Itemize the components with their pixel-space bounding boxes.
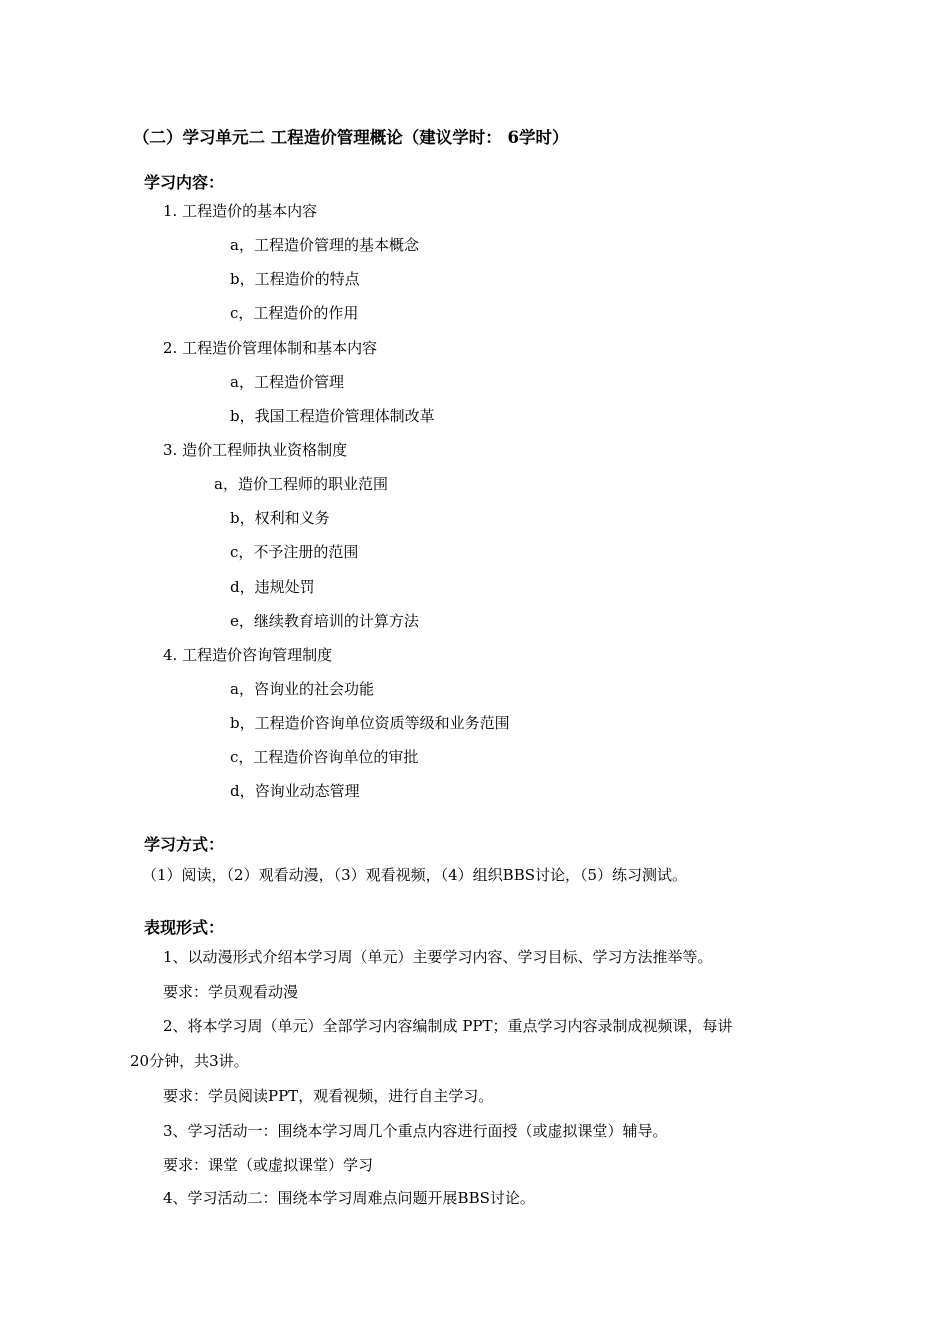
section-3-item-b: b，权利和义务 <box>230 509 330 527</box>
format-line-2: 要求：学员观看动漫 <box>163 983 299 1001</box>
unit-title: （二）学习单元二 工程造价管理概论（建议学时： 6学时） <box>133 128 569 147</box>
format-line-7: 要求：课堂（或虚拟课堂）学习 <box>163 1156 374 1174</box>
format-line-3: 2、将本学习周（单元）全部学习内容编制成 PPT；重点学习内容录制成视频课，每讲 <box>163 1017 733 1035</box>
method-heading: 学习方式： <box>144 835 225 854</box>
method-text: （1）阅读，（2）观看动漫，（3）观看视频，（4）组织BBS讨论，（5）练习测试。 <box>142 866 688 884</box>
section-1-label: 1. 工程造价的基本内容 <box>163 202 318 220</box>
format-line-1: 1、以动漫形式介绍本学习周（单元）主要学习内容、学习目标、学习方法推举等。 <box>163 948 713 966</box>
section-3-label: 3. 造价工程师执业资格制度 <box>163 441 348 459</box>
content-heading: 学习内容： <box>144 173 225 192</box>
section-4-label: 4. 工程造价咨询管理制度 <box>163 646 333 664</box>
section-4-item-c: c，工程造价咨询单位的审批 <box>230 748 419 766</box>
section-3-item-a: a，造价工程师的职业范围 <box>214 475 388 493</box>
section-4-item-b: b，工程造价咨询单位资质等级和业务范围 <box>230 714 510 732</box>
section-2-label: 2. 工程造价管理体制和基本内容 <box>163 339 378 357</box>
section-2-item-b: b，我国工程造价管理体制改革 <box>230 407 435 425</box>
section-4-item-a: a，咨询业的社会功能 <box>230 680 374 698</box>
section-2-item-a: a，工程造价管理 <box>230 373 344 391</box>
format-line-4: 20分钟，共3讲。 <box>130 1052 249 1070</box>
format-heading: 表现形式： <box>144 918 225 937</box>
section-4-item-d: d，咨询业动态管理 <box>230 782 360 800</box>
section-1-item-b: b，工程造价的特点 <box>230 270 360 288</box>
format-line-8: 4、学习活动二：围绕本学习周难点问题开展BBS讨论。 <box>163 1189 535 1207</box>
section-1-item-a: a，工程造价管理的基本概念 <box>230 236 419 254</box>
section-1-item-c: c，工程造价的作用 <box>230 304 359 322</box>
section-3-item-e: e，继续教育培训的计算方法 <box>230 612 419 630</box>
format-line-6: 3、学习活动一：围绕本学习周几个重点内容进行面授（或虚拟课堂）辅导。 <box>163 1122 668 1140</box>
section-3-item-d: d，违规处罚 <box>230 578 315 596</box>
format-line-5: 要求：学员阅读PPT，观看视频，进行自主学习。 <box>163 1087 494 1105</box>
section-3-item-c: c，不予注册的范围 <box>230 543 359 561</box>
